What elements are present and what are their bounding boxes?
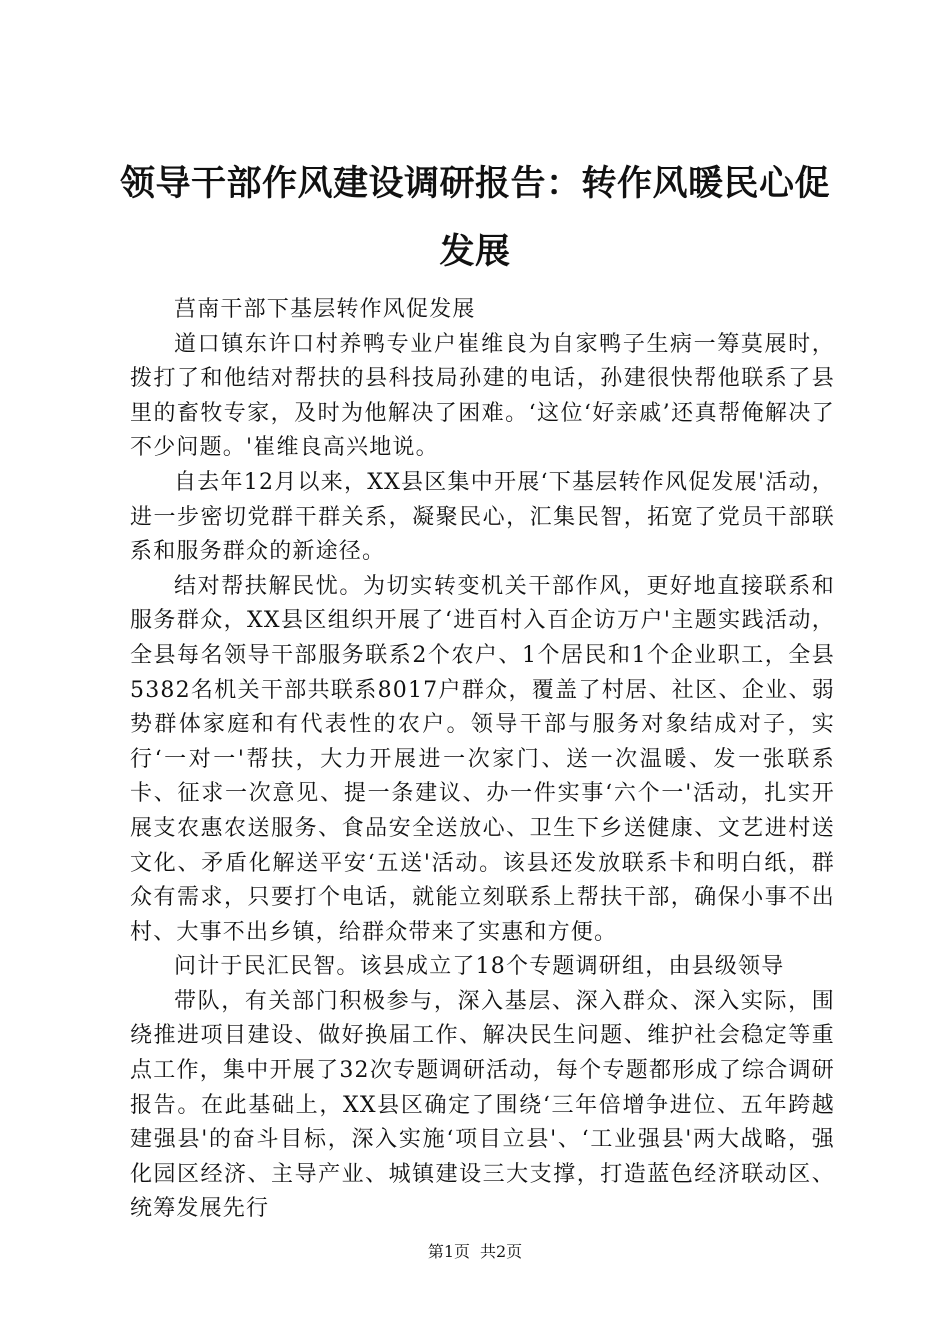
paragraph: 带队，有关部门积极参与，深入基层、深入群众、深入实际，围绕推进项目建设、做好换届工作、解决民生问题、维护社会稳定等重点工作，集中开展了32次专题调研活动，每个专题都形成了综合调研报告。在此基础上，XX县区确定了围绕‘三年倍增争进位、五年跨越建强县'的奋斗目标，深入实施‘项目立县'、‘工业强县'两大战略，强化园区经济、主导产业、城镇建设三大支撑，打造蓝色经济联动区、统筹发展先行	[130, 988, 835, 1222]
paragraph: 道口镇东许口村养鸭专业户崔维良为自家鸭子生病一筹莫展时，拨打了和他结对帮扶的县科技局孙建的电话，孙建很快帮他联系了县里的畜牧专家，及时为他解决了困难。‘这位‘好亲戚’还真帮俺解决了不少问题。'崔维良高兴地说。	[130, 331, 835, 461]
paragraph: 问计于民汇民智。该县成立了18个专题调研组，由县级领导	[174, 954, 785, 980]
document-title: 领导干部作风建设调研报告：转作风暖民心促发展	[120, 164, 831, 272]
page-number: 第1页	[427, 1242, 470, 1261]
page-footer	[0, 1242, 950, 1262]
paragraph: 自去年12月以来，XX县区集中开展‘下基层转作风促发展'活动，进一步密切党群干群关系，凝聚民心，汇集民智，拓宽了党员干部联系和服务群众的新途径。	[130, 469, 835, 565]
paragraph-subtitle: 莒南干部下基层转作风促发展	[174, 297, 476, 322]
page-total: 共2页	[480, 1242, 523, 1261]
document-body	[130, 293, 835, 1227]
paragraph: 结对帮扶解民忧。为切实转变机关干部作风，更好地直接联系和服务群众，XX县区组织开展了‘进百村入百企访万户'主题实践活动，全县每名领导干部服务联系2个农户、1个居民和1个企业职工，全县5382名机关干部共联系8017户群众，覆盖了村居、社区、企业、弱势群体家庭和有代表性的农户。领导干部与服务对象结成对子，实行‘一对一'帮扶，大力开展进一次家门、送一次温暖、发一张联系卡、征求一次意见、提一条建议、办一件实事‘六个一'活动，扎实开展支农惠农送服务、食品安全送放心、卫生下乡送健康、文艺进村送文化、矛盾化解送平安‘五送'活动。该县还发放联系卡和明白纸，群众有需求，只要打个电话，就能立刻联系上帮扶干部，确保小事不出村、大事不出乡镇，给群众带来了实惠和方便。	[130, 573, 835, 945]
